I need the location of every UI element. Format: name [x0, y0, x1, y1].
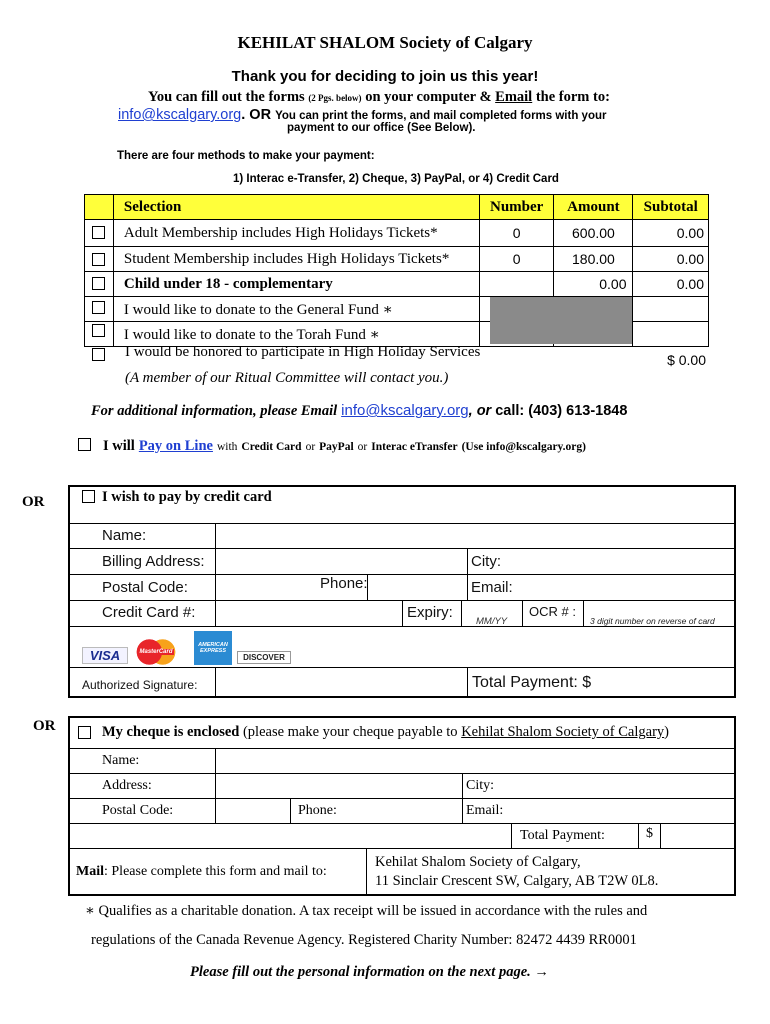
row-label: Student Membership includes High Holidays Tickets*	[113, 247, 479, 272]
city-label: City:	[471, 553, 501, 570]
pay-online-link[interactable]: Pay on Line	[138, 438, 213, 454]
card-number-input[interactable]	[217, 601, 400, 625]
charitable-note-line-2: regulations of the Canada Revenue Agency. Registered Charity Number: 82472 4439 RR0001	[91, 932, 637, 948]
redacted-donation-area	[490, 297, 632, 344]
phone-label: Phone:	[320, 575, 368, 592]
header-subtotal: Subtotal	[633, 195, 709, 220]
discover-logo: DISCOVER	[237, 651, 291, 664]
grand-total: $ 0.00	[667, 352, 706, 368]
table-row	[85, 272, 709, 297]
mastercard-logo: MasterCard	[134, 639, 178, 665]
cheque-city-label: City:	[466, 778, 495, 793]
number-input[interactable]: 0	[479, 220, 553, 247]
high-holiday-services-checkbox[interactable]	[92, 348, 105, 361]
next-page-note: Please fill out the personal information on the next page. →	[190, 964, 549, 980]
torah-fund-checkbox[interactable]	[92, 324, 105, 337]
cheque-postal-code-label: Postal Code:	[102, 803, 174, 818]
student-membership-checkbox[interactable]	[92, 253, 105, 266]
cheque-checkbox[interactable]	[78, 726, 91, 739]
ocr-hint: 3 digit number on reverse of card	[590, 616, 715, 626]
cc-name-input[interactable]	[217, 524, 732, 547]
cheque-address-label: Address:	[102, 778, 152, 793]
cheque-city-input[interactable]	[510, 774, 732, 797]
instructions-line-2: info@kscalgary.org. OR You can print the forms, and mail completed forms with your	[118, 107, 607, 123]
cheque-section	[68, 716, 736, 896]
cheque-dollar-sign: $	[646, 826, 653, 841]
cheque-total-payment-input[interactable]	[662, 824, 732, 847]
services-note: (A member of our Ritual Committee will contact you.)	[125, 370, 449, 386]
table-row	[85, 247, 709, 272]
cheque-email-input[interactable]	[510, 799, 732, 822]
cc-total-payment-input[interactable]	[615, 668, 732, 695]
subtotal-cell: 0.00	[633, 220, 709, 247]
page-title: KEHILAT SHALOM Society of Calgary	[237, 33, 533, 52]
email-word: Email	[495, 89, 533, 105]
email-link[interactable]: info@kscalgary.org	[118, 107, 242, 123]
right-arrow-icon: →	[534, 964, 549, 980]
instructions-line-3: payment to our office (See Below).	[287, 122, 476, 134]
signature-label: Authorized Signature:	[82, 678, 198, 692]
cheque-title: My cheque is enclosed (please make your cheque payable to Kehilat Shalom Society of Calgary)	[102, 724, 669, 740]
methods-list: 1) Interac e-Transfer, 2) Cheque, 3) PayPal, or 4) Credit Card	[233, 173, 559, 185]
adult-membership-checkbox[interactable]	[92, 226, 105, 239]
cc-total-payment-label: Total Payment: $	[472, 674, 592, 691]
cc-phone-input[interactable]	[369, 575, 465, 599]
credit-card-title: I wish to pay by credit card	[102, 489, 272, 505]
phone-number: call: (403) 613-1848	[495, 403, 628, 419]
table-header-row	[85, 195, 709, 220]
billing-address-label: Billing Address:	[102, 553, 205, 570]
subtotal-cell: 0.00	[633, 272, 709, 297]
header-amount: Amount	[554, 195, 633, 220]
cheque-phone-input[interactable]	[350, 799, 460, 822]
cc-city-input[interactable]	[515, 549, 732, 573]
card-number-label: Credit Card #:	[102, 604, 196, 621]
services-label: I would be honored to participate in High Holiday Services	[125, 344, 481, 360]
amount-cell: 180.00	[554, 247, 633, 272]
credit-card-checkbox[interactable]	[82, 490, 95, 503]
instructions-line-1: You can fill out the forms (2 Pgs. below) on your computer & Email the form to:	[148, 89, 610, 105]
mmyy-hint: MM/YY	[476, 616, 508, 627]
credit-card-section	[68, 485, 736, 698]
row-label: I would like to donate to the General Fund ∗	[113, 297, 479, 322]
row-label: Adult Membership includes High Holidays Tickets*	[113, 220, 479, 247]
amount-cell: 0.00	[554, 272, 633, 297]
thank-you-heading: Thank you for deciding to join us this year!	[231, 68, 539, 85]
number-input[interactable]: 0	[479, 247, 553, 272]
amount-cell: 600.00	[554, 220, 633, 247]
header-selection: Selection	[113, 195, 479, 220]
info-email-link[interactable]: info@kscalgary.org	[341, 402, 469, 419]
mail-instructions: Mail: Please complete this form and mail to:	[76, 864, 327, 879]
row-label: I would like to donate to the Torah Fund ∗	[113, 322, 479, 347]
cc-email-input[interactable]	[520, 575, 732, 599]
cheque-phone-label: Phone:	[298, 803, 337, 818]
or-label: OR	[22, 494, 45, 510]
signature-input[interactable]	[217, 668, 465, 695]
subtotal-cell: 0.00	[633, 247, 709, 272]
ocr-label: OCR # :	[529, 604, 576, 619]
email-label: Email:	[471, 579, 513, 596]
cheque-name-input[interactable]	[217, 749, 732, 772]
cheque-total-payment-label: Total Payment:	[520, 828, 605, 843]
mailing-address-line-1: Kehilat Shalom Society of Calgary,	[375, 854, 581, 870]
expiry-label: Expiry:	[407, 604, 453, 621]
table-row	[85, 220, 709, 247]
child-checkbox[interactable]	[92, 277, 105, 290]
header-number: Number	[479, 195, 553, 220]
row-label: Child under 18 - complementary	[113, 272, 479, 297]
pay-online-line: I will Pay on Line with Credit Card or PayPal or Interac eTransfer (Use info@kscalgary.org)	[103, 438, 586, 454]
info-line: For additional information, please Email info@kscalgary.org, or call: (403) 613-1848	[91, 402, 628, 419]
general-fund-checkbox[interactable]	[92, 301, 105, 314]
mailing-address-line-2: 11 Sinclair Crescent SW, Calgary, AB T2W 0L8.	[375, 873, 659, 889]
payee-name: Kehilat Shalom Society of Calgary	[461, 724, 665, 740]
cheque-email-label: Email:	[466, 803, 504, 818]
or-label-2: OR	[33, 718, 56, 734]
amex-logo: AMERICAN EXPRESS	[194, 631, 232, 665]
visa-logo: VISA	[82, 647, 128, 664]
cheque-name-label: Name:	[102, 753, 140, 768]
methods-title: There are four methods to make your payment:	[117, 150, 375, 162]
cheque-address-input[interactable]	[217, 774, 460, 797]
name-label: Name:	[102, 527, 147, 544]
billing-address-input[interactable]	[217, 549, 465, 573]
charitable-note-line-1: ∗ Qualifies as a charitable donation. A tax receipt will be issued in accordance with the rules and	[85, 903, 648, 919]
postal-code-label: Postal Code:	[102, 579, 188, 596]
cheque-postal-code-input[interactable]	[217, 799, 288, 822]
pay-online-checkbox[interactable]	[78, 438, 91, 451]
